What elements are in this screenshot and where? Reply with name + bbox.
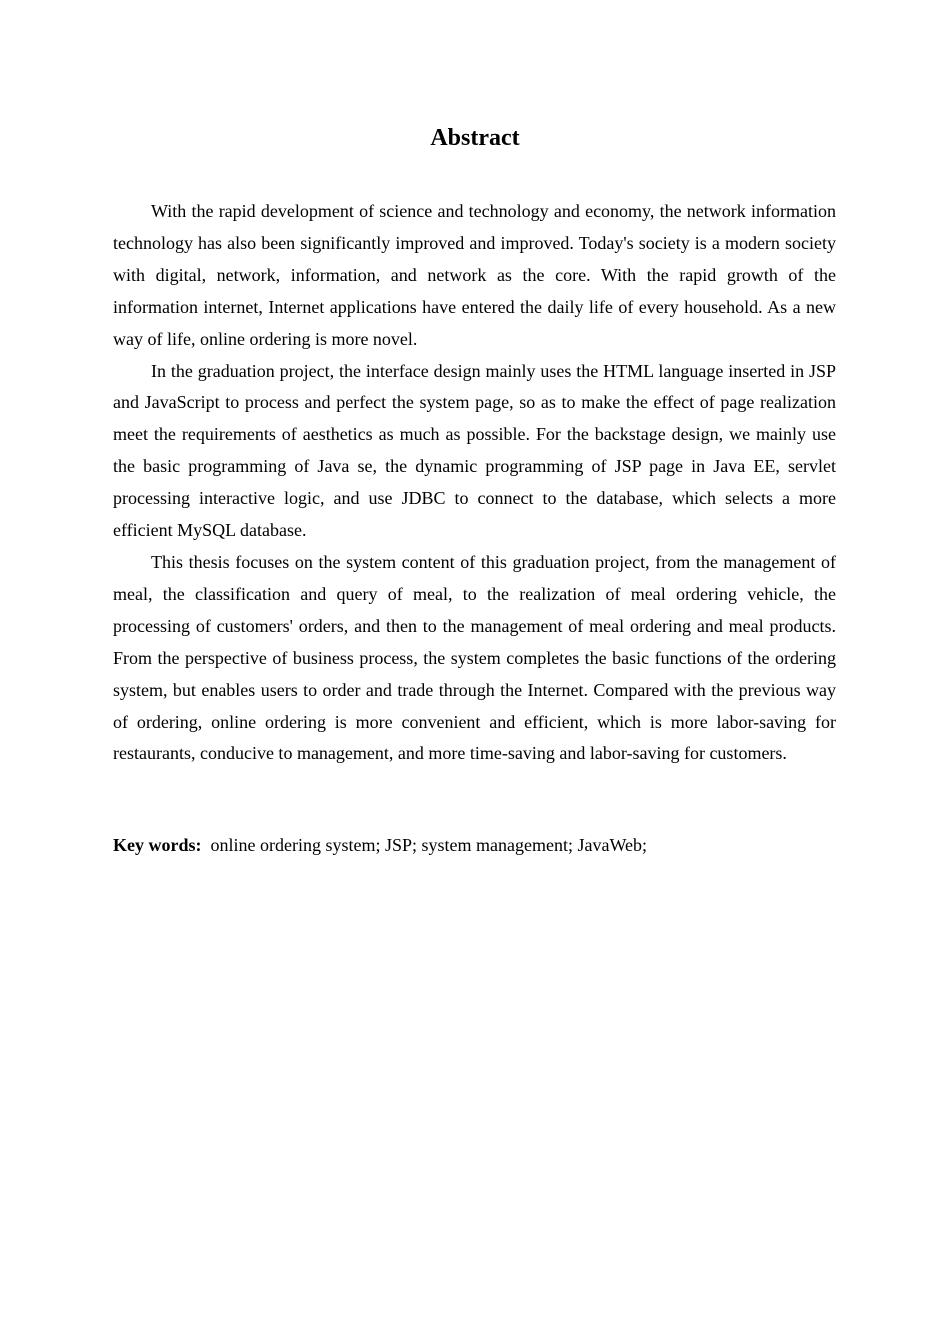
abstract-body bbox=[113, 196, 836, 770]
keywords-label: Key words: bbox=[113, 835, 202, 855]
page-title: Abstract bbox=[430, 125, 520, 151]
abstract-paragraph-3: This thesis focuses on the system content of this graduation project, from the management of meal, the classification and query of meal, to the realization of meal ordering vehicle, the processing of customers' orders, and then to the management of meal ordering and meal products. From the perspective of business process, the system completes the basic functions of the ordering system, but enables users to order and trade through the Internet. Compared with the previous way of ordering, online ordering is more convenient and efficient, which is more labor-saving for restaurants, conducive to management, and more time-saving and labor-saving for customers. bbox=[113, 551, 836, 764]
abstract-paragraph-1: With the rapid development of science and technology and economy, the network information technology has also been significantly improved and improved. Today's society is a modern society with digital, network, information, and network as the core. With the rapid growth of the information internet, Internet applications have entered the daily life of every household. As a new way of life, online ordering is more novel. bbox=[113, 201, 836, 349]
abstract-paragraph-2: In the graduation project, the interface design mainly uses the HTML language inserted in JSP and JavaScript to process and perfect the system page, so as to make the effect of page realization meet the requirements of aesthetics as much as possible. For the backstage design, we mainly use the basic programming of Java se, the dynamic programming of JSP page in Java EE, servlet processing interactive logic, and use JDBC to connect to the database, which selects a more efficient MySQL database. bbox=[113, 360, 836, 541]
keywords-line bbox=[113, 830, 836, 861]
keywords-text: online ordering system; JSP; system management; JavaWeb; bbox=[210, 835, 647, 855]
